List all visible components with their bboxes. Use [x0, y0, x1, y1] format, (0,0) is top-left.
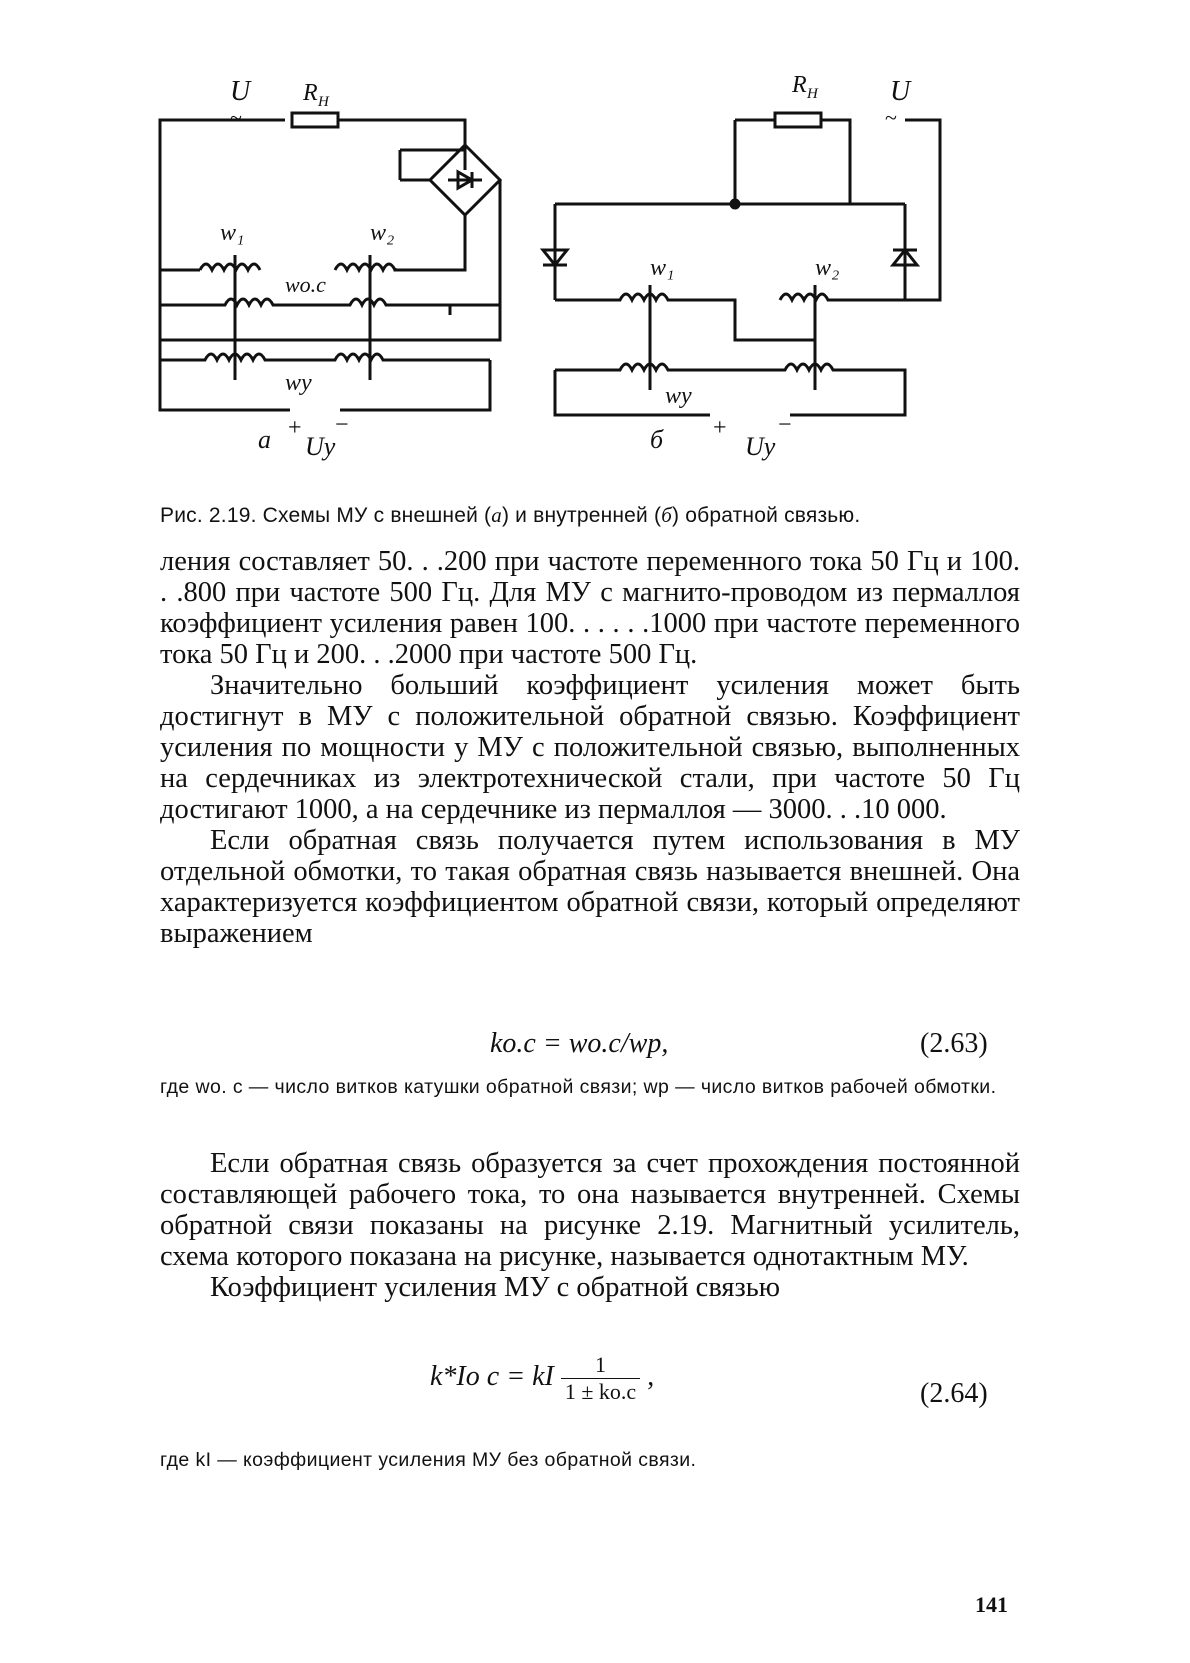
eq64-lhs: k*Iо с [430, 1360, 500, 1392]
equation-number-2-64: (2.64) [920, 1378, 988, 1409]
eq64-denominator: 1 ± kо.с [564, 1379, 637, 1404]
fig-a-R-sub: Н [318, 94, 329, 110]
fig-a-U-label: U [230, 76, 251, 107]
figure-2-19 [150, 70, 1030, 500]
fig-b-letter: б [650, 425, 664, 454]
body-block-1 [160, 546, 1020, 949]
fig-a-tilde: ~ [230, 105, 242, 130]
paragraph-2: Значительно больший коэффициент усиления может быть достигнут в МУ с положительной обратной связью. Коэффициент усиления по мощности у МУ с положительной связью, выполненных на сердечниках из электротехнической стали, при частоте 50 Гц достигают 1000, а на сердечнике из пермаллоя — 3000. . .10 000. [160, 670, 1020, 825]
paragraph-3: Если обратная связь получается путем использования в МУ отдельной обмотки, то такая обратная связь называется внешней. Она характеризуется коэффициентом обратной связи, который определяют выражением [160, 825, 1020, 949]
fig-a-w2-label: w₂ [370, 220, 395, 246]
fig-b-R-label: R [792, 72, 807, 98]
fig-a-R-label: R [303, 80, 318, 106]
fig-a-letter: а [258, 425, 271, 454]
fig-b-plus: + [713, 415, 727, 441]
equation-2-64 [430, 1352, 654, 1405]
eq63-lhs: kо.с [490, 1028, 536, 1059]
body-block-2 [160, 1148, 1020, 1303]
paragraph-1: ления составляет 50. . .200 при частоте переменного тока 50 Гц и 100. . .800 при частоте 500 Гц. Для МУ с магнито-проводом из пермаллоя коэффициент усиления равен 100. . . . . .1000 при частоте переменного тока 50 Гц и 200. . .2000 при частоте 500 Гц. [160, 546, 1020, 670]
paragraph-4: Если обратная связь образуется за счет прохождения постоянной составляющей рабочего тока, то она называется внутренней. Схемы обратной связи показаны на рисунке 2.19. Магнитный усилитель, схема которого показана на рисунке, называется однотактным МУ. [160, 1148, 1020, 1272]
eq64-numerator: 1 [561, 1352, 640, 1379]
fig-a-woc-label: wо.с [285, 272, 326, 297]
caption-suffix: ) обратной связью. [671, 504, 861, 527]
circuit-diagrams [150, 70, 1030, 500]
caption-middle: ) и внутренней ( [501, 504, 662, 527]
fig-b-Uy-label: Uу [745, 432, 776, 461]
equation-2-63 [490, 1028, 668, 1060]
caption-prefix: Рис. 2.19. Схемы МУ с внешней ( [160, 504, 492, 527]
caption-a: а [491, 503, 502, 527]
equation-number-2-63: (2.63) [920, 1028, 988, 1059]
figure-caption [160, 503, 1030, 528]
paragraph-5: Коэффициент усиления МУ с обратной связью [210, 1272, 781, 1303]
fig-b-R-sub: Н [807, 86, 818, 102]
fig-b-U-label: U [890, 76, 911, 107]
eq63-rhs: = wо.с/wр, [542, 1028, 669, 1059]
fig-a-Uy-label: Uу [305, 432, 336, 461]
eq64-tail: , [647, 1360, 655, 1392]
page-number: 141 [975, 1592, 1008, 1617]
note-2-64: где kI — коэффициент усиления МУ без обратной связи. [160, 1449, 697, 1471]
eq64-fraction [561, 1352, 640, 1405]
fig-a-plus: + [288, 415, 302, 441]
caption-b: б [661, 503, 672, 527]
fig-a-wy-label: wу [285, 370, 312, 396]
fig-b-wy-label: wу [665, 383, 692, 409]
fig-b-w1-label: w₁ [650, 255, 675, 281]
eq64-eq: = kI [506, 1360, 554, 1392]
fig-a-minus: − [335, 412, 349, 438]
note-2-63: где wо. с — число витков катушки обратной связи; wр — число витков рабочей обмотки. [160, 1076, 997, 1098]
fig-b-w2-label: w₂ [815, 255, 840, 281]
fig-b-tilde: ~ [885, 105, 897, 130]
fig-b-minus: − [778, 412, 792, 438]
fig-a-w1-label: w₁ [220, 220, 245, 246]
